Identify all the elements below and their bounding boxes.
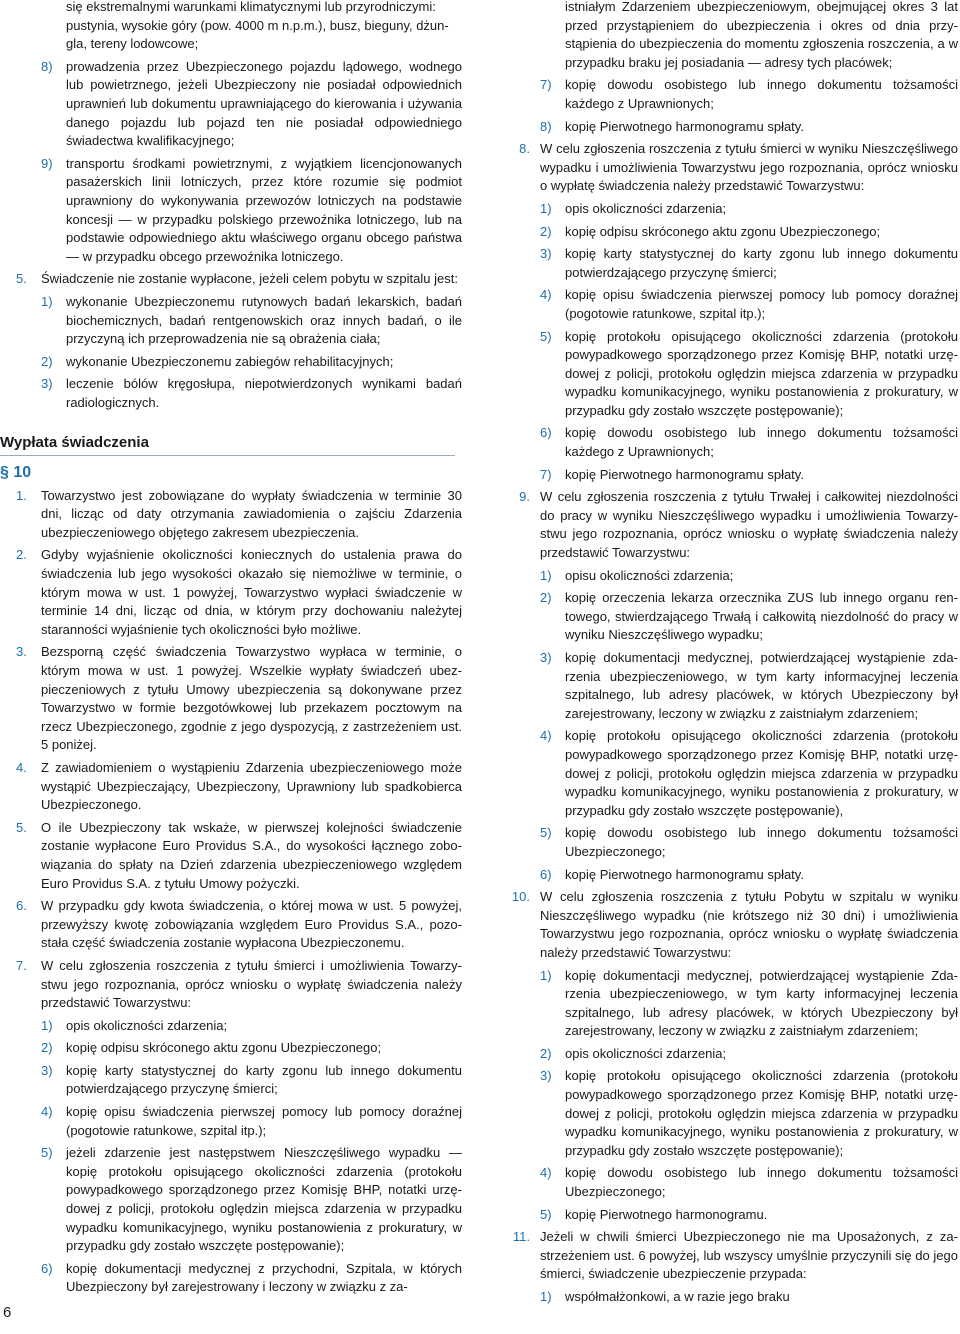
list-item: 3) leczenie bólów kręgosłupa, niepotwierdzonych wynikami badań radiologicznych.: [41, 376, 462, 410]
list-item: 1) opis okoliczności zdarzenia;: [540, 200, 727, 216]
list-item: 1) opis okoliczności zdarzenia;: [41, 1017, 228, 1033]
numbered-point: 3. Bezsporną część świadczenia Towarzystwo wypłaca w terminie, o którym mowa w ust. 1 powyżej. Wszelkie wypłaty świadczeń ubezpieczeniowych z tytułu Umowy ubezpieczenia są dokonywane przez Towarzystwo w formie bezgotówkowej lub przekazem pocztowym na rzecz Ubezpieczonego, zgodnie z jego dyspozycją, z zastrzeżeniem ust. 5 poniżej.: [16, 644, 462, 753]
list-item: 5) jeżeli zdarzenie jest następstwem Nieszczęśliwego wypadku — kopię protokołu opisującego okoliczności zdarzenia (protokołu powypadkowego sporządzonego przez Komisję BHP, notatki urzędowej z policji, protokołu oględzin miejsca zdarzenia w przypadku wypadku komunikacyjnego, wyniku postanowienia z prokuratury, w przypadku gdy zostało wszczęte postępowanie);: [41, 1145, 462, 1254]
list-item: 2) kopię odpisu skróconego aktu zgonu Ubezpieczonego;: [540, 223, 881, 239]
list-item: 2) opis okoliczności zdarzenia;: [540, 1045, 727, 1061]
numbered-point: 9. W celu zgłoszenia roszczenia z tytułu Trwałej i całkowitej niezdolności do pracy w wyniku Nieszczęśliwego wypadku i umożliwienia Towarzystwu jego rozpoznania, oprócz wniosku o wypłatę świadczenia należy przedstawić Towarzystwu:: [519, 489, 958, 561]
list-item: 6) kopię dokumentacji medycznej z przychodni, Szpitala, w których Ubezpieczony był zarejestrowany i leczony w związku z za-: [41, 1260, 462, 1295]
numbered-point: 8. W celu zgłoszenia roszczenia z tytułu śmierci w wyniku Nieszczęśliwego wypadku i umożliwienia Towarzystwu jego rozpoznania, oprócz wniosku o wypłatę świadczenia należy przedstawić Towarzystwu:: [519, 141, 958, 194]
list-item: 4) kopię dowodu osobistego lub innego dokumentu tożsamości Ubezpieczonego;: [540, 1165, 958, 1200]
list-item: 3) kopię karty statystycznej do karty zgonu lub innego dokumentu potwierdzającego przyczynę śmierci;: [540, 246, 958, 280]
paragraph-mark: § 10: [0, 464, 32, 482]
numbered-point: 1. Towarzystwo jest zobowiązane do wypłaty świadczenia w terminie 30 dni, licząc od daty otrzymania zawiadomienia o zajściu Zdarzenia ubezpieczeniowego objętego zakresem ubezpieczenia.: [16, 487, 462, 540]
numbered-point: 2. Gdyby wyjaśnienie okoliczności koniecznych do ustalenia prawa do świadczenia lub jego wysokości okazało się niemożliwe w terminie, o którym mowa w ust. 1 powyżej, Towarzystwo wypłaci świadczenie w terminie 14 dni, licząc od dnia, w którym przy dochowaniu należytej staranności wyjaśnienie tych okoliczności było możliwe.: [16, 547, 462, 637]
list-item: 5) kopię dowodu osobistego lub innego dokumentu tożsamości Ubezpieczonego;: [540, 825, 958, 859]
right-column: [500, 0, 958, 1307]
left-column: [0, 0, 462, 1297]
numbered-point: 7. W celu zgłoszenia roszczenia z tytułu śmierci i umożliwienia Towarzystwu jego rozpoznania, oprócz wniosku o wypłatę świadczenia należy przedstawić Towarzystwu:: [16, 957, 462, 1011]
numbered-point: 10. W celu zgłoszenia roszczenia z tytułu Pobytu w szpitalu w wyniku Nieszczęśliwego wypadku (nie krótszego niż 30 dni) i umożliwienia Towarzystwu jego rozpoznania, oprócz wniosku o wypłatę świadczenia należy przedstawić Towarzystwu:: [511, 889, 958, 960]
list-item: 3) kopię dokumentacji medycznej, potwierdzającej wystąpienie zdarzenia ubezpieczeniowego, w tym karty informacyjnej leczenia szpitalnego, lub adresy placówek, w których Ubezpieczony był zarejestrowany, leczony w związku z zaistniałym zdarzeniem;: [540, 650, 958, 721]
list-item: 2) kopię odpisu skróconego aktu zgonu Ubezpieczonego;: [41, 1040, 382, 1056]
list-item: 8) prowadzenia przez Ubezpieczonego pojazdu lądowego, wodnego lub powietrznego, jeżeli Ubezpieczony nie posiadał odpowiednich uprawnień lub dokumentu uprawniającego do kierowania i używania danego pojazdu lub pojazd ten nie posiadał odpowiedniego świadectwa kwalifikacyjnego;: [41, 58, 462, 149]
list-item: 1) kopię dokumentacji medycznej, potwierdzającej wystąpienie Zdarzenia ubezpieczeniowego, w tym karty informacyjnej leczenia szpitalnego, lub adresy placówek, w których Ubezpieczony był zarejestrowany, leczony w związku z zaistniałym zdarzeniem;: [540, 967, 958, 1039]
list-item: 1) współmałżonkowi, a w razie jego braku: [540, 1289, 790, 1304]
list-item: 4) kopię opisu świadczenia pierwszej pomocy lub pomocy doraźnej (pogotowie ratunkowe, szpital itp.);: [540, 287, 958, 321]
list-item: 6) kopię Pierwotnego harmonogramu spłaty.: [540, 866, 804, 882]
numbered-point: 11. Jeżeli w chwili śmierci Ubezpieczonego nie ma Uposażonych, z zastrzeżeniem ust. 6 powyżej, lub wszyscy umyślnie przyczynili się do jego śmierci, świadczenie ubezpieczenie przypada:: [512, 1229, 958, 1282]
list-item: 2) wykonanie Ubezpieczonemu zabiegów rehabilitacyjnych;: [41, 353, 394, 369]
continued-text: istniałym Zdarzeniem ubezpieczeniowym, obejmującej okres 3 lat przed przystąpieniem do ubezpieczenia i okres od dnia przystąpienia do ubezpieczenia do momentu zgłoszenia roszczenia, a w przypadku braku jej posiadania — adresy tych placówek;: [565, 0, 958, 70]
intro-text: się ekstremalnymi warunkami klimatycznymi lub przyrodniczymi: pustynia, wysokie góry (pow. 4000 m n.p.m.), busz, bieguny, dżun- gla, tereny lodowcowe;: [66, 0, 449, 52]
section-heading: Wypłata świadczenia: [0, 434, 149, 452]
numbered-point: 4. Z zawiadomieniem o wystąpieniu Zdarzenia ubezpieczeniowego może wystąpić Ubezpieczający, Ubezpieczony, Uprawniony lub spadkobierca Ubezpieczonego.: [16, 759, 462, 813]
list-item: 1) wykonanie Ubezpieczonemu rutynowych badań lekarskich, badań biochemicznych, badań rentgenowskich oraz innych badań, o ile przyczyną ich przeprowadzenia nie są obrażenia ciała;: [41, 293, 462, 347]
list-item: 7) kopię dowodu osobistego lub innego dokumentu tożsamości każdego z Uprawnionych;: [540, 77, 958, 111]
list-item: 4) kopię protokołu opisującego okoliczności zdarzenia (protokołu powypadkowego sporządzonego przez Komisję BHP, notatki urzędowej z policji, protokołu oględzin miejsca zdarzenia w przypadku wypadku komunikacyjnego, wyniku postanowienia z prokuratury, w przypadku gdy zostało wszczęte postępowanie),: [540, 728, 958, 818]
list-item: 9) transportu środkami powietrznymi, z wyjątkiem licencjonowanych pasażerskich linii lotniczych, przez które rozumie się podmiot uprawniony do wykonywania przewozów lotniczych na podstawie koncesji — w przypadku polskiego przewoźnika lotniczego, lub na podstawie odpowiedniego aktu właściwego organu obcego państwa — w przypadku obcego przewoźnika lotniczego.: [41, 155, 462, 264]
list-item: 7) kopię Pierwotnego harmonogramu spłaty.: [540, 466, 804, 482]
numbered-point: 6. W przypadku gdy kwota świadczenia, o której mowa w ust. 5 powyżej, przewyższy kwotę zobowiązania względem Euro Providus S.A., pozostała część świadczenia zostanie wypłacona Ubezpieczonemu.: [16, 898, 462, 951]
list-item: 3) kopię karty statystycznej do karty zgonu lub innego dokumentu potwierdzającego przyczynę śmierci;: [41, 1062, 462, 1097]
list-item: 3) kopię protokołu opisującego okoliczności zdarzenia (protokołu powypadkowego sporządzonego przez Komisję BHP, notatki urzędowej z policji, protokołu oględzin miejsca zdarzenia w przypadku wypadku komunikacyjnego, wyniku postanowienia z prokuratury, w przypadku gdy zostało wszczęte postępowanie);: [540, 1068, 958, 1158]
list-item: 4) kopię opisu świadczenia pierwszej pomocy lub pomocy doraźnej (pogotowie ratunkowe, szpital itp.);: [41, 1104, 462, 1138]
list-item: 8) kopię Pierwotnego harmonogramu spłaty.: [540, 118, 804, 134]
list-item: 5) kopię Pierwotnego harmonogramu.: [540, 1206, 768, 1222]
list-item: 6) kopię dowodu osobistego lub innego dokumentu tożsamości każdego z Uprawnionych;: [540, 425, 958, 460]
numbered-point: 5. Świadczenie nie zostanie wypłacone, jeżeli celem pobytu w szpitalu jest:: [16, 271, 458, 287]
list-item: 2) kopię orzeczenia lekarza orzecznika ZUS lub innego organu rentowego, stwierdzającego Trwałą i całkowitą niezdolność do pracy w wyniku Nieszczęśliwego wypadku;: [540, 590, 958, 643]
list-item: 1) opisu okoliczności zdarzenia;: [540, 567, 734, 583]
list-item: 5) kopię protokołu opisującego okoliczności zdarzenia (protokołu powypadkowego sporządzonego przez Komisję BHP, notatki urzędowej z policji, protokołu oględzin miejsca zdarzenia w przypadku wypadku komunikacyjnego, wyniku postanowienia z prokuratury, w przypadku gdy zostało wszczęte postępowanie);: [540, 328, 958, 418]
page-number: 6: [3, 1304, 12, 1321]
numbered-point: 5. O ile Ubezpieczony tak wskaże, w pierwszej kolejności świadczenie zostanie wypłacone Euro Providus S.A., do wysokości łącznego zobowiązania do spłaty na Dzień zdarzenia ubezpieczeniowego względem Euro Providus S.A. z tytułu Umowy pożyczki.: [16, 819, 462, 891]
